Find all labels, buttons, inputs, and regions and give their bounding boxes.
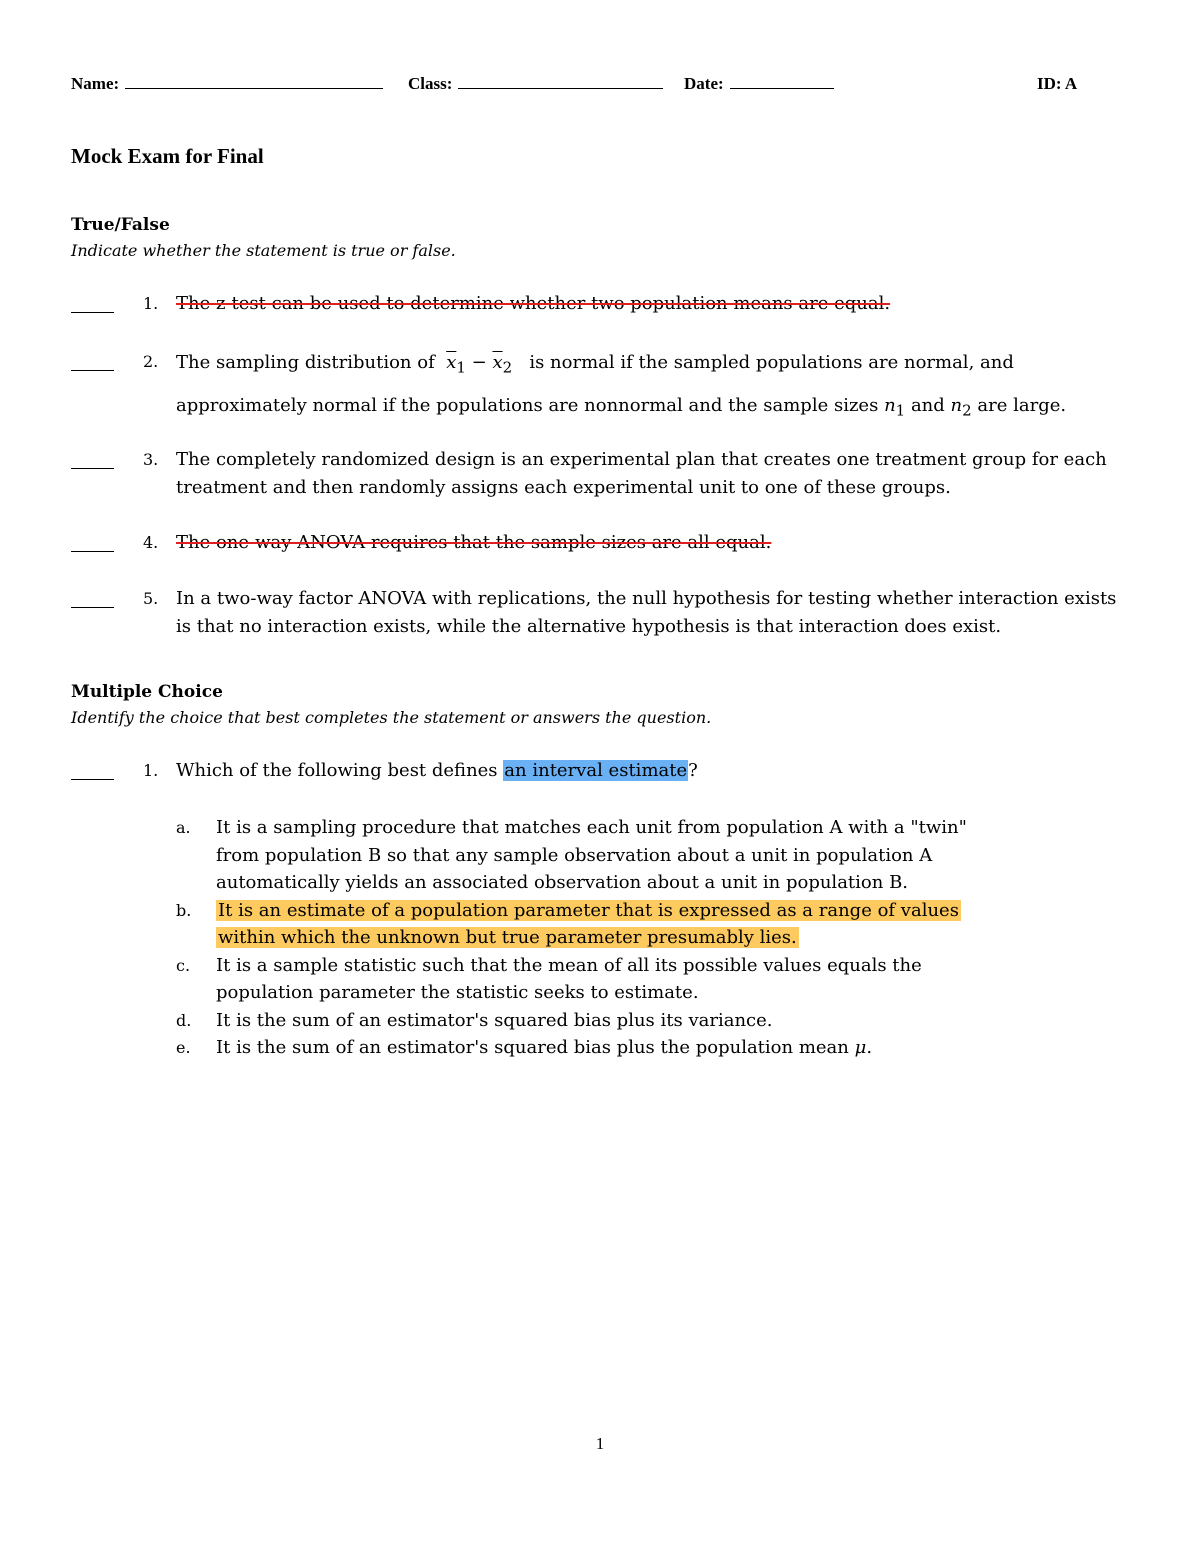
- answer-blank[interactable]: [71, 585, 114, 608]
- tf-instructions: Indicate whether the statement is true or false.: [71, 241, 456, 260]
- highlighted-term: an interval estimate: [504, 760, 688, 781]
- mu-symbol: μ: [854, 1037, 867, 1058]
- mc-choices: [176, 814, 996, 1062]
- choice-e[interactable]: [176, 1034, 996, 1062]
- choice-b[interactable]: [176, 897, 996, 952]
- name-line: [125, 74, 383, 89]
- question-number: 1.: [143, 294, 159, 313]
- date-line: [730, 74, 834, 89]
- answer-blank[interactable]: [71, 348, 114, 371]
- question-text: [176, 344, 1121, 429]
- class-label: Class:: [408, 74, 453, 93]
- name-label: Name:: [71, 74, 120, 93]
- choice-text: [216, 1037, 872, 1058]
- page-title: Mock Exam for Final: [71, 144, 264, 168]
- question-text: The completely randomized design is an experimental plan that creates one treatment group for each treatment and then randomly assigns each experimental unit to one of these groups.: [176, 449, 1107, 498]
- class-line: [458, 74, 663, 89]
- choice-letter: a.: [176, 818, 191, 837]
- n-subscript-1: 1: [895, 401, 906, 420]
- text-before: Which of the following best defines: [176, 760, 498, 781]
- subscript-2: 2: [502, 358, 513, 377]
- choice-c[interactable]: [176, 952, 996, 1007]
- date-field: [684, 74, 834, 94]
- question-number: 3.: [143, 450, 159, 469]
- name-field: [71, 74, 383, 94]
- question-text: The one-way ANOVA requires that the sample sizes are all equal.: [176, 532, 772, 553]
- n2: n: [950, 394, 963, 416]
- mc-instructions: Identify the choice that best completes the statement or answers the question.: [71, 708, 712, 727]
- text-after: ?: [688, 760, 698, 781]
- text-before: The sampling distribution of: [176, 352, 435, 373]
- question-number: 1.: [143, 761, 159, 780]
- page-number: 1: [595, 1434, 605, 1453]
- choice-letter: e.: [176, 1038, 191, 1057]
- choice-text: It is a sampling procedure that matches each unit from population A with a "twin" from population B so that any sample observation about a unit in population A automatically yields an associated observation about a unit in population B.: [216, 817, 967, 893]
- question-text: The z-test can be used to determine whether two population means are equal.: [176, 293, 891, 314]
- class-field: [408, 74, 663, 94]
- question-number: 5.: [143, 589, 159, 608]
- tf-heading: True/False: [71, 215, 170, 235]
- choice-a[interactable]: [176, 814, 996, 897]
- n-subscript-2: 2: [962, 401, 972, 420]
- id-label: ID: A: [1037, 74, 1078, 93]
- date-label: Date:: [684, 74, 724, 93]
- mc-heading: Multiple Choice: [71, 682, 223, 702]
- question-number: 2.: [143, 352, 159, 371]
- n1: n: [884, 394, 896, 416]
- text-after: are large.: [977, 394, 1067, 416]
- choice-d[interactable]: [176, 1007, 996, 1035]
- choice-text-highlighted: It is an estimate of a population parameter that is expressed as a range of values within which the unknown but true parameter presumably lies.: [218, 899, 959, 948]
- question-text: [176, 757, 1121, 785]
- question-number: 4.: [143, 533, 159, 552]
- x-bar-2: $\overline{x}$: [492, 352, 503, 373]
- answer-blank[interactable]: [71, 290, 114, 313]
- text-before: It is the sum of an estimator's squared bias plus the population mean: [216, 1037, 849, 1058]
- text-after: .: [866, 1037, 873, 1058]
- and-word: and: [910, 394, 945, 416]
- choice-letter: d.: [176, 1010, 192, 1030]
- subscript-1: 1: [456, 358, 466, 377]
- answer-blank[interactable]: [71, 529, 114, 552]
- choice-letter: c.: [176, 955, 191, 975]
- choice-letter: b.: [176, 900, 192, 920]
- text-middle: is normal if the sampled populations are normal, and approximately normal if the populations are nonnormal and the sample sizes: [176, 352, 1014, 416]
- choice-text: It is the sum of an estimator's squared bias plus its variance.: [216, 1009, 773, 1031]
- choice-text: It is a sample statistic such that the mean of all its possible values equals the population parameter the statistic seeks to estimate.: [216, 954, 922, 1003]
- question-text: In a two-way factor ANOVA with replications, the null hypothesis for testing whether interaction exists is that no interaction exists, while the alternative hypothesis is that interaction does exist.: [176, 588, 1117, 637]
- answer-blank[interactable]: [71, 446, 114, 469]
- minus-sign: −: [471, 352, 487, 373]
- x-bar-1: $\overline{x}$: [446, 352, 457, 373]
- answer-blank[interactable]: [71, 757, 114, 780]
